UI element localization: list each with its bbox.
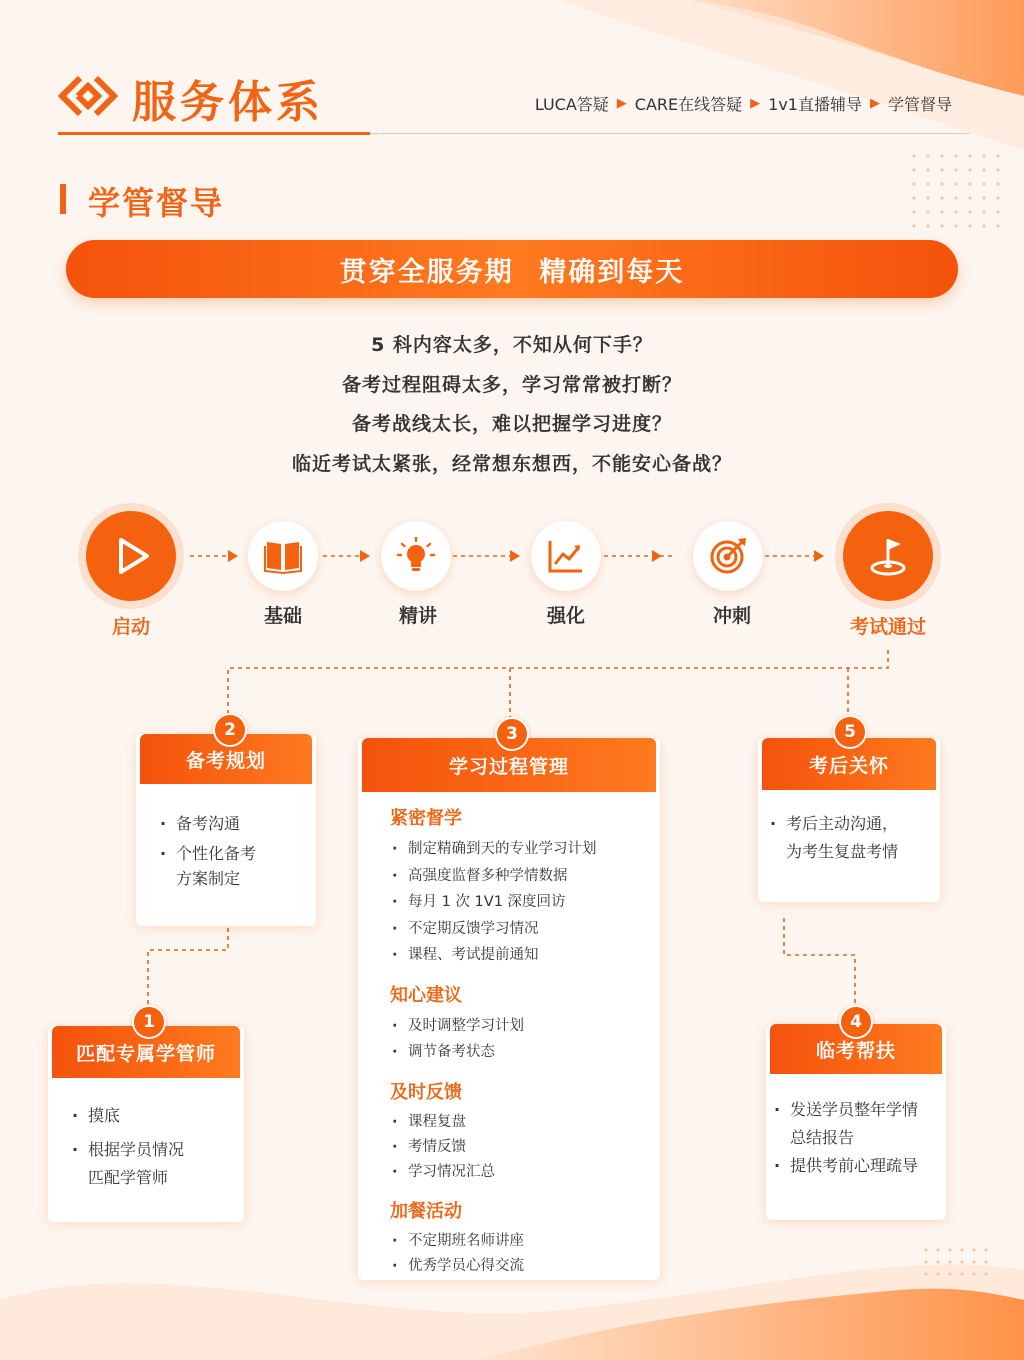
decor-dot	[968, 224, 971, 227]
list-item: · 优秀学员心得交流	[390, 1254, 660, 1279]
list-item: · 课程复盘	[390, 1110, 660, 1135]
chart-icon	[547, 538, 585, 574]
book-icon	[263, 538, 303, 574]
list-item-cont: 为考生复盘考情	[786, 842, 899, 861]
list-item: · 发送学员整年学情	[772, 1096, 946, 1124]
decor-dot	[960, 1248, 963, 1251]
decor-dot	[940, 182, 943, 185]
list-item: · 学习情况汇总	[390, 1160, 660, 1185]
decor-dot	[968, 168, 971, 171]
step-label-sprint: 冲刺	[712, 605, 751, 627]
nav-item-supervision[interactable]: 学管督导	[887, 95, 952, 114]
decor-dot	[940, 210, 943, 213]
decor-dot	[968, 154, 971, 157]
breadcrumb	[535, 92, 952, 115]
decor-dot	[912, 224, 915, 227]
decor-dot	[982, 154, 985, 157]
step-label-start: 启动	[111, 616, 150, 638]
decor-dot	[996, 224, 999, 227]
card-pre-exam-support	[766, 1024, 946, 1220]
decor-dot	[924, 1272, 927, 1275]
decor-dot	[968, 210, 971, 213]
decor-dot	[912, 168, 915, 171]
badge-4: 4	[839, 1005, 873, 1039]
decor-dot	[954, 168, 957, 171]
list-item: · 考后主动沟通，	[768, 810, 940, 838]
decor-dot	[948, 1260, 951, 1263]
group-title: 及时反馈	[390, 1081, 462, 1103]
list-item: · 提供考前心理疏导	[772, 1152, 946, 1180]
decor-dot	[926, 224, 929, 227]
triangle-right-icon: ▶	[750, 96, 761, 111]
decor-dot	[926, 182, 929, 185]
decor-dot	[926, 210, 929, 213]
step-lecture-node	[381, 521, 451, 591]
card-item-list	[48, 1078, 244, 1192]
decor-dot	[948, 1248, 951, 1251]
decor-dot	[940, 196, 943, 199]
triangle-right-icon: ▶	[869, 96, 880, 111]
decor-dot	[984, 1248, 987, 1251]
decor-dot	[972, 1248, 975, 1251]
logo-icon	[58, 72, 118, 120]
card-title: 备考规划	[140, 734, 312, 784]
decor-dot	[924, 1248, 927, 1251]
list-item: · 考情反馈	[390, 1135, 660, 1160]
play-icon	[109, 534, 153, 578]
step-start-node	[86, 511, 176, 601]
card-prep-planning	[136, 734, 316, 926]
group-list	[390, 1229, 660, 1279]
nav-item-care[interactable]: CARE在线答疑	[634, 95, 743, 114]
decor-dot	[912, 182, 915, 185]
group-title: 知心建议	[390, 984, 462, 1006]
decor-dot	[924, 1260, 927, 1263]
step-basic-node	[248, 521, 318, 591]
card-title: 考后关怀	[762, 738, 936, 790]
list-item: · 摸底	[70, 1102, 244, 1130]
section-title: 学管督导	[88, 184, 225, 222]
decor-dot	[960, 1272, 963, 1275]
decor-dot	[968, 182, 971, 185]
list-item: · 每月 1 次 1V1 深度回访	[390, 889, 660, 916]
question-2: 备考过程阻碍太多，学习常常被打断？	[341, 373, 682, 396]
list-item: · 根据学员情况	[70, 1136, 244, 1164]
list-item: · 不定期反馈学习情况	[390, 916, 660, 943]
header-divider	[58, 132, 370, 135]
list-item-cont: 匹配学管师	[88, 1168, 169, 1187]
page-title: 服务体系	[132, 77, 324, 128]
list-item: · 个性化备考	[158, 841, 316, 867]
card-item-list	[766, 1074, 946, 1180]
header-divider-thin	[370, 133, 970, 134]
decor-dot	[954, 154, 957, 157]
decor-dot	[960, 1260, 963, 1263]
card-post-exam-care	[758, 738, 940, 902]
card-title: 临考帮扶	[770, 1024, 942, 1074]
group-title: 加餐活动	[390, 1200, 462, 1222]
decor-dot	[926, 196, 929, 199]
list-item: · 调节备考状态	[390, 1039, 660, 1066]
question-4: 临近考试太紧张，经常想东想西，不能安心备战？	[291, 452, 732, 475]
badge-2: 2	[213, 713, 247, 747]
decor-dot	[982, 168, 985, 171]
decor-dot	[912, 154, 915, 157]
group-list	[390, 1110, 660, 1185]
decor-dot	[996, 196, 999, 199]
card-match-manager	[48, 1026, 244, 1222]
step-pass-node	[843, 511, 933, 601]
flag-icon	[865, 533, 911, 579]
banner: 贯穿全服务期 精确到每天	[66, 240, 958, 298]
step-sprint-node	[693, 521, 763, 591]
step-label-lecture: 精讲	[398, 605, 437, 627]
decor-dot	[982, 224, 985, 227]
decor-dot	[954, 196, 957, 199]
card-learning-management	[358, 738, 660, 1280]
decor-dot	[936, 1272, 939, 1275]
decor-dot	[982, 210, 985, 213]
list-item: · 课程、考试提前通知	[390, 942, 660, 969]
decor-dot	[984, 1272, 987, 1275]
decor-dot	[996, 154, 999, 157]
decor-dot	[996, 210, 999, 213]
list-item: · 备考沟通	[158, 809, 316, 839]
card-item-list	[758, 790, 940, 866]
decor-dot	[972, 1272, 975, 1275]
decor-dot	[996, 168, 999, 171]
decor-dot	[954, 182, 957, 185]
step-strengthen-node	[531, 521, 601, 591]
question-list	[0, 326, 1024, 484]
list-item: · 及时调整学习计划	[390, 1013, 660, 1040]
decor-dot	[954, 210, 957, 213]
decor-dot	[940, 224, 943, 227]
decor-dot	[926, 168, 929, 171]
decor-dot	[984, 1260, 987, 1263]
group-title: 紧密督学	[390, 808, 462, 829]
decor-dot	[948, 1272, 951, 1275]
group-list	[390, 1013, 660, 1066]
list-item: · 高强度监督多种学情数据	[390, 863, 660, 890]
card-title: 匹配专属学管师	[52, 1026, 240, 1078]
nav-item-luca[interactable]: LUCA答疑	[534, 95, 609, 114]
decor-dot	[996, 182, 999, 185]
decor-dot	[972, 1260, 975, 1263]
card-title: 学习过程管理	[362, 738, 656, 792]
step-label-basic: 基础	[263, 605, 302, 627]
list-item: · 制定精确到天的专业学习计划	[390, 836, 660, 863]
decor-dot	[982, 182, 985, 185]
badge-3: 3	[495, 717, 529, 751]
badge-5: 5	[833, 715, 867, 749]
target-icon	[708, 536, 748, 576]
decor-dot	[926, 154, 929, 157]
question-3: 备考战线太长，难以把握学习进度？	[351, 413, 672, 435]
decor-dot	[912, 210, 915, 213]
badge-1: 1	[132, 1005, 166, 1039]
question-1: 5 科内容太多，不知从何下手？	[371, 334, 653, 356]
decor-dot	[954, 224, 957, 227]
card-item-list	[136, 784, 316, 891]
step-label-strengthen: 强化	[546, 605, 585, 627]
decor-dot	[940, 168, 943, 171]
triangle-right-icon: ▶	[616, 96, 627, 111]
decor-dot	[936, 1248, 939, 1251]
section-marker	[60, 184, 66, 214]
decor-dot	[912, 196, 915, 199]
group-list	[390, 836, 660, 969]
lightbulb-icon	[396, 536, 436, 576]
decor-dot	[936, 1260, 939, 1263]
step-label-pass: 考试通过	[849, 616, 926, 638]
decor-dot	[982, 196, 985, 199]
decor-dot	[968, 196, 971, 199]
decor-dot	[940, 154, 943, 157]
list-item: · 不定期班名师讲座	[390, 1229, 660, 1254]
nav-item-1v1[interactable]: 1v1直播辅导	[768, 95, 862, 114]
list-item-cont: 方案制定	[176, 869, 241, 888]
list-item-cont: 总结报告	[790, 1128, 855, 1147]
